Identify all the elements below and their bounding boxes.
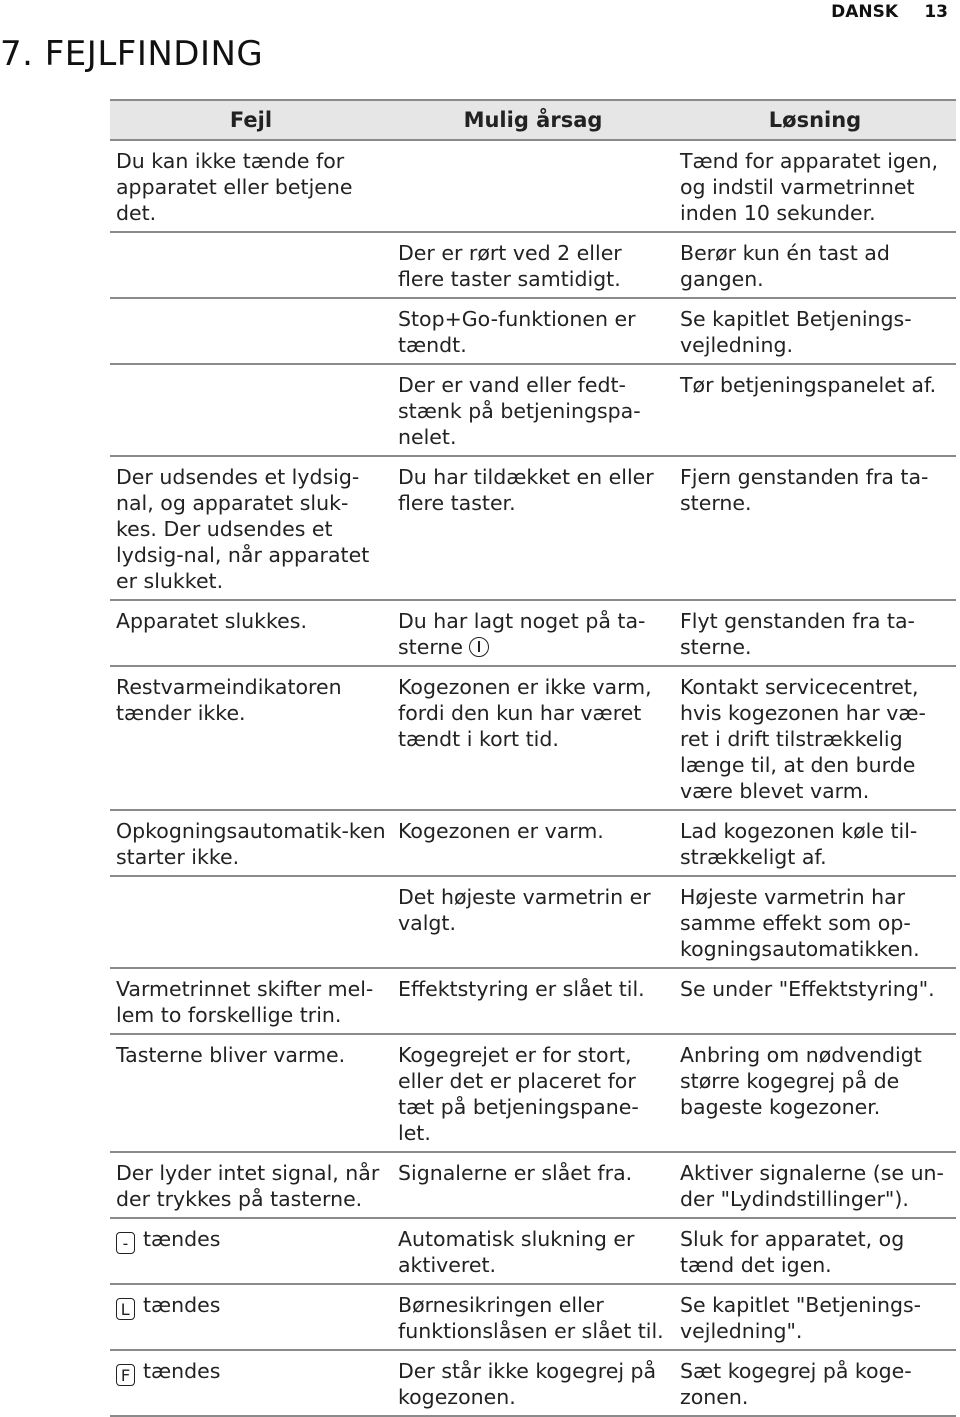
solution-cell: Kontakt servicecentret, hvis kogezonen har væ-ret i drift tilstrækkelig længe til, at den burde være blevet varm. bbox=[674, 666, 956, 810]
problem-cell bbox=[110, 364, 392, 456]
solution-cell: Se kapitlet "Betjenings-vejledning". bbox=[674, 1284, 956, 1350]
solution-cell: Tænd for apparatet igen, og indstil varmetrinnet inden 10 sekunder. bbox=[674, 140, 956, 232]
cause-cell: Automatisk slukning er aktiveret. bbox=[392, 1218, 674, 1284]
table-row bbox=[110, 298, 956, 364]
solution-cell: Anbring om nødvendigt større kogegrej på de bageste kogezoner. bbox=[674, 1034, 956, 1152]
cause-cell: Effektstyring er slået til. bbox=[392, 968, 674, 1034]
problem-text: tændes bbox=[143, 1293, 221, 1317]
problem-cell bbox=[110, 1284, 392, 1350]
problem-cell bbox=[110, 232, 392, 298]
cause-cell bbox=[392, 600, 674, 666]
table-row bbox=[110, 232, 956, 298]
solution-cell: Lad kogezonen køle til-strækkeligt af. bbox=[674, 810, 956, 876]
cause-cell: Der er rørt ved 2 eller flere taster samtidigt. bbox=[392, 232, 674, 298]
solution-cell: Se kapitlet Betjenings-vejledning. bbox=[674, 298, 956, 364]
cause-cell: Der står ikke kogegrej på kogezonen. bbox=[392, 1350, 674, 1416]
problem-cell: Der lyder intet signal, når der trykkes på tasterne. bbox=[110, 1152, 392, 1218]
display-symbol-l: L bbox=[116, 1298, 135, 1320]
table-row bbox=[110, 600, 956, 666]
column-header-cause: Mulig årsag bbox=[392, 100, 674, 140]
problem-cell bbox=[110, 298, 392, 364]
cause-cell: Signalerne er slået fra. bbox=[392, 1152, 674, 1218]
cause-cell: Børnesikringen eller funktionslåsen er slået til. bbox=[392, 1284, 674, 1350]
table-row bbox=[110, 364, 956, 456]
problem-text: tændes bbox=[143, 1359, 221, 1383]
solution-cell: Se under "Effektstyring". bbox=[674, 968, 956, 1034]
problem-cell: Tasterne bliver varme. bbox=[110, 1034, 392, 1152]
column-header-problem: Fejl bbox=[110, 100, 392, 140]
cause-cell bbox=[392, 140, 674, 232]
problem-cell: Der udsendes et lydsig-nal, og apparatet sluk-kes. Der udsendes et lydsig-nal, når apparatet er slukket. bbox=[110, 456, 392, 600]
solution-cell: Aktiver signalerne (se un-der "Lydindstillinger"). bbox=[674, 1152, 956, 1218]
table-row bbox=[110, 140, 956, 232]
cause-text: Du har lagt noget på ta-sterne bbox=[398, 609, 646, 659]
page-header bbox=[0, 0, 960, 24]
problem-cell bbox=[110, 1350, 392, 1416]
table-row bbox=[110, 1152, 956, 1218]
display-symbol-f: F bbox=[116, 1364, 135, 1386]
table-row bbox=[110, 1350, 956, 1416]
problem-cell bbox=[110, 876, 392, 968]
table-row bbox=[110, 1284, 956, 1350]
solution-cell: Flyt genstanden fra ta-sterne. bbox=[674, 600, 956, 666]
problem-cell: Du kan ikke tænde for apparatet eller betjene det. bbox=[110, 140, 392, 232]
problem-cell: Varmetrinnet skifter mel-lem to forskellige trin. bbox=[110, 968, 392, 1034]
table-row bbox=[110, 1218, 956, 1284]
solution-cell: Tør betjeningspanelet af. bbox=[674, 364, 956, 456]
table-row bbox=[110, 968, 956, 1034]
problem-cell bbox=[110, 1218, 392, 1284]
cause-cell: Du har tildækket en eller flere taster. bbox=[392, 456, 674, 600]
problem-cell: Opkogningsautomatik-ken starter ikke. bbox=[110, 810, 392, 876]
problem-cell: Restvarmeindikatoren tænder ikke. bbox=[110, 666, 392, 810]
solution-cell: Sluk for apparatet, og tænd det igen. bbox=[674, 1218, 956, 1284]
solution-cell: Sæt kogegrej på koge-zonen. bbox=[674, 1350, 956, 1416]
table-row bbox=[110, 1034, 956, 1152]
table-header-row bbox=[110, 100, 956, 140]
cause-cell: Kogezonen er ikke varm, fordi den kun har været tændt i kort tid. bbox=[392, 666, 674, 810]
cause-cell: Kogezonen er varm. bbox=[392, 810, 674, 876]
cause-cell: Det højeste varmetrin er valgt. bbox=[392, 876, 674, 968]
solution-cell: Fjern genstanden fra ta-sterne. bbox=[674, 456, 956, 600]
troubleshooting-table bbox=[110, 99, 956, 1417]
power-icon bbox=[469, 637, 489, 657]
column-header-solution: Løsning bbox=[674, 100, 956, 140]
table-row bbox=[110, 666, 956, 810]
cause-cell: Stop+Go-funktionen er tændt. bbox=[392, 298, 674, 364]
cause-cell: Kogegrejet er for stort, eller det er placeret for tæt på betjeningspane-let. bbox=[392, 1034, 674, 1152]
cause-cell: Der er vand eller fedt-stænk på betjeningspa-nelet. bbox=[392, 364, 674, 456]
display-symbol-dash: - bbox=[116, 1232, 135, 1254]
table-row bbox=[110, 876, 956, 968]
problem-text: tændes bbox=[143, 1227, 221, 1251]
solution-cell: Berør kun én tast ad gangen. bbox=[674, 232, 956, 298]
table-row bbox=[110, 810, 956, 876]
section-title: 7. FEJLFINDING bbox=[0, 34, 264, 74]
language-label: DANSK bbox=[831, 2, 898, 22]
problem-cell: Apparatet slukkes. bbox=[110, 600, 392, 666]
solution-cell: Højeste varmetrin har samme effekt som op-kogningsautomatikken. bbox=[674, 876, 956, 968]
page-number: 13 bbox=[924, 2, 948, 22]
table-row bbox=[110, 456, 956, 600]
